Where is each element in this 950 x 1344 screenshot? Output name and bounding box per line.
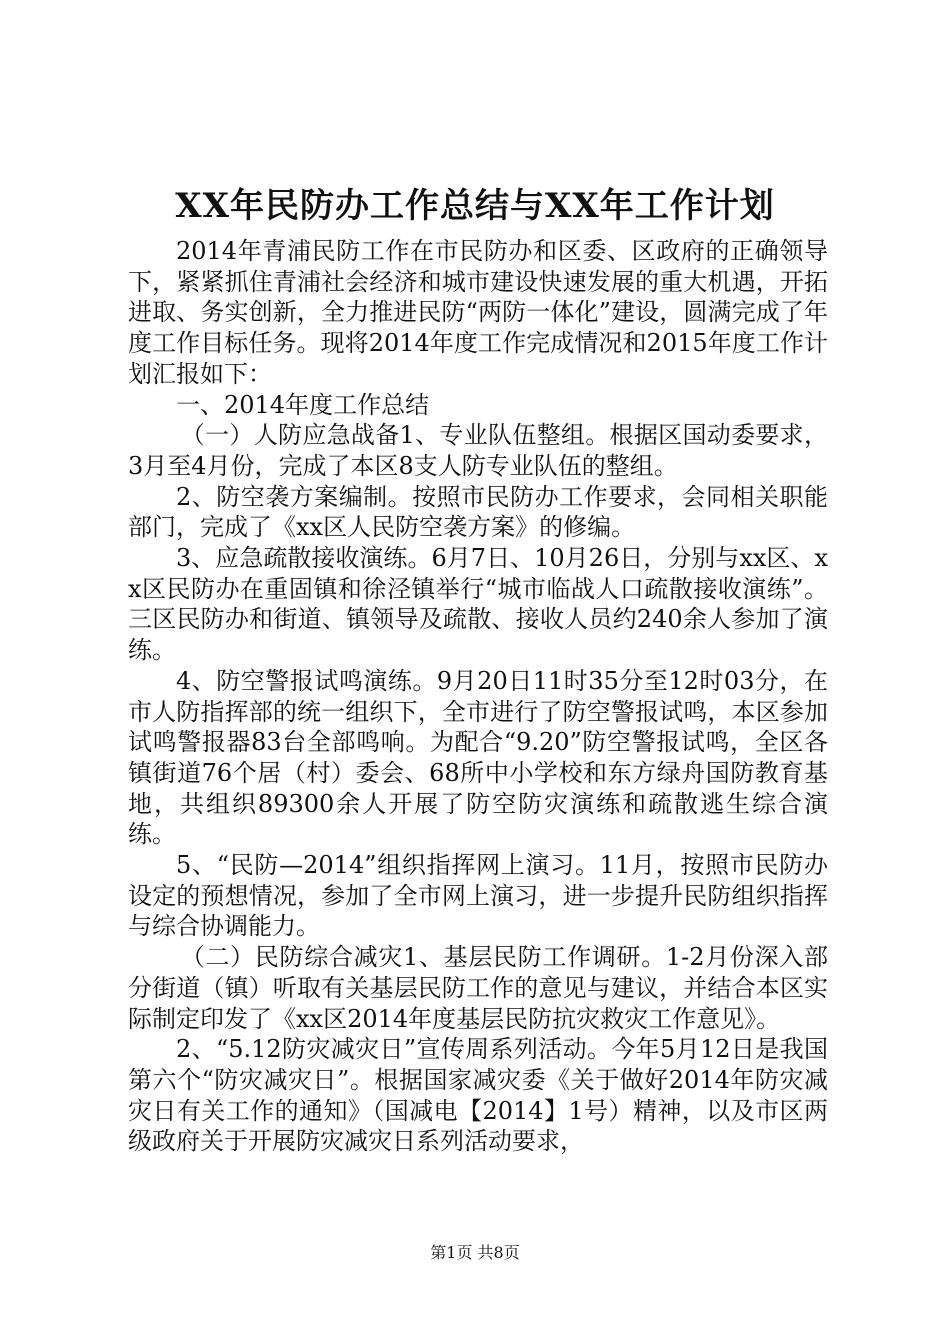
paragraph-intro: 2014年青浦民防工作在市民防办和区委、区政府的正确领导下，紧紧抓住青浦社会经济和城市建设快速发展的重大机遇，开拓进取、务实创新，全力推进民防“两防一体化”建设，圆满完成了年度工作目标任务。现将2014年度工作完成情况和2015年度工作计划汇报如下： <box>128 237 828 388</box>
document-title: XX年民防办工作总结与XX年工作计划 <box>175 186 775 226</box>
document-body <box>128 236 828 1157</box>
paragraph-air-raid-plan: 2、防空袭方案编制。按照市民防办工作要求，会同相关职能部门，完成了《xx区人民防空袭方案》的修编。 <box>128 482 828 542</box>
paragraph-online-exercise: 5、“民防—2014”组织指挥网上演习。11月，按照市民防办设定的预想情况，参加了全市网上演习，进一步提升民防组织指挥与综合协调能力。 <box>128 851 828 941</box>
paragraph-disaster-reduction: （二）民防综合减灾1、基层民防工作调研。1-2月份深入部分街道（镇）听取有关基层民防工作的意见与建议，并结合本区实际制定印发了《xx区2014年度基层民防抗灾救灾工作意见》。 <box>128 943 828 1033</box>
paragraph-siren-drill: 4、防空警报试鸣演练。9月20日11时35分至12时03分，在市人防指挥部的统一组织下，全市进行了防空警报试鸣，本区参加试鸣警报器83台全部鸣响。为配合“9.20”防空警报试鸣，全区各镇街道76个居（村）委会、68所中小学校和东方绿舟国防教育基地，共组织89300余人开展了防空防灾演练和疏散逃生综合演练。 <box>128 666 828 849</box>
paragraph-disaster-day: 2、“5.12防灾减灾日”宣传周系列活动。今年5月12日是我国第六个“防灾减灾日”。根据国家减灾委《关于做好2014年防灾减灾日有关工作的通知》（国减电【2014】1号）精神，以及市区两级政府关于开展防灾减灾日系列活动要求， <box>128 1035 828 1156</box>
section-heading-summary: 一、2014年度工作总结 <box>176 390 430 419</box>
page-footer: 第1页 共8页 <box>430 1243 520 1262</box>
paragraph-evacuation-drill: 3、应急疏散接收演练。6月7日、10月26日，分别与xx区、xx区民防办在重固镇和徐泾镇举行“城市临战人口疏散接收演练”。三区民防办和街道、镇领导及疏散、接收人员约240余人参加了演练。 <box>128 544 828 665</box>
paragraph-emergency-readiness: （一）人防应急战备1、专业队伍整组。根据区国动委要求，3月至4月份，完成了本区8支人防专业队伍的整组。 <box>128 421 828 480</box>
